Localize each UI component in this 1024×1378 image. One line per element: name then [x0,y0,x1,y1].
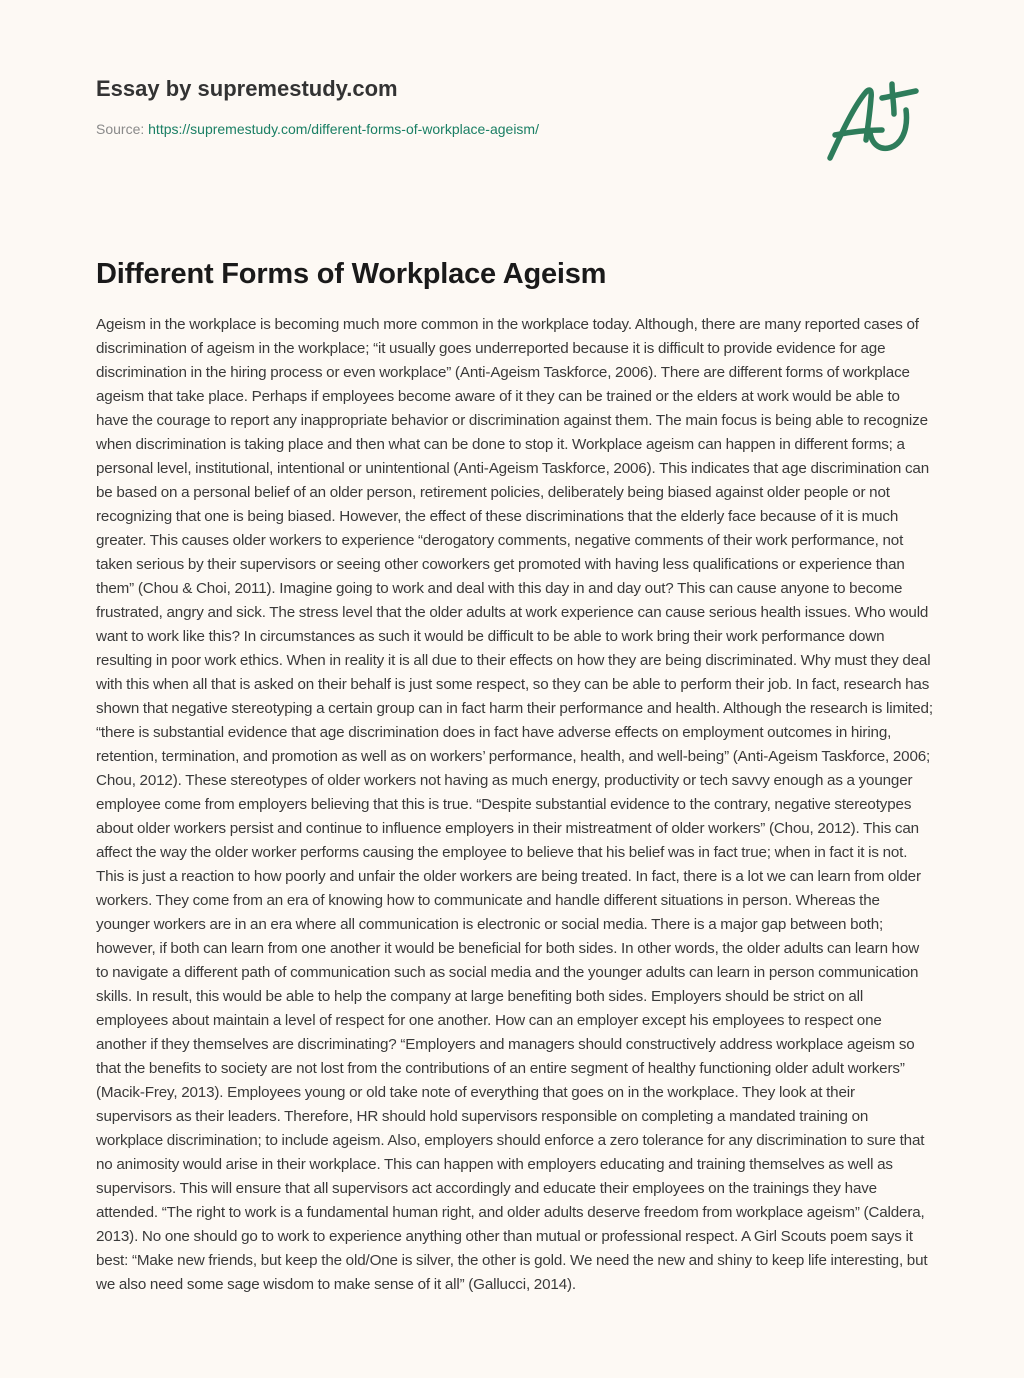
a-plus-grade-icon [820,60,940,170]
source-link[interactable]: https://supremestudy.com/different-forms-of-workplace-ageism/ [148,121,539,137]
source-line [96,120,796,138]
essay-title: Different Forms of Workplace Ageism [96,258,607,290]
page-header [96,74,796,138]
site-title: Essay by supremestudy.com [96,76,398,101]
essay-body: Ageism in the workplace is becoming much more common in the workplace today. Although, there are many reported cases of discrimination of ageism in the workplace; “it usually goes underreported because it is difficult to provide evidence for age discrimination in the hiring process or even workplace” (Anti-Ageism Taskforce, 2006). There are different forms of workplace ageism that take place. Perhaps if employees become aware of it they can be trained or the elders at work would be able to have the courage to report any inappropriate behavior or discrimination against them. The main focus is being able to recognize when discrimination is taking place and then what can be done to stop it. Workplace ageism can happen in different forms; a personal level, institutional, intentional or unintentional (Anti-Ageism Taskforce, 2006). This indicates that age discrimination can be based on a personal belief of an older person, retirement policies, deliberately being biased against older people or not recognizing that one is being biased. However, the effect of these discriminations that the elderly face because of it is much greater. This causes older workers to experience “derogatory comments, negative comments of their work performance, not taken serious by their supervisors or seeing other coworkers get promoted with having less qualifications or experience than them” (Chou & Choi, 2011). Imagine going to work and deal with this day in and day out? This can cause anyone to become frustrated, angry and sick. The stress level that the older adults at work experience can cause serious health issues. Who would want to work like this? In circumstances as such it would be difficult to be able to work bring their work performance down resulting in poor work ethics. When in reality it is all due to their effects on how they are being discriminated. Why must they deal with this when all that is asked on their behalf is just some respect, so they can be able to perform their job. In fact, research has shown that negative stereotyping a certain group can in fact harm their performance and health. Although the research is limited; “there is substantial evidence that age discrimination does in fact have adverse effects on employment outcomes in hiring, retention, termination, and promotion as well as on workers’ performance, health, and well-being” (Anti-Ageism Taskforce, 2006; Chou, 2012). These stereotypes of older workers not having as much energy, productivity or tech savvy enough as a younger employee come from employers believing that this is true. “Despite substantial evidence to the contrary, negative stereotypes about older workers persist and continue to influence employers in their mistreatment of older workers” (Chou, 2012). This can affect the way the older worker performs causing the employee to believe that his belief was in fact true; when in fact it is not. This is just a reaction to how poorly and unfair the older workers are being treated. In fact, there is a lot we can learn from older workers. They come from an era of knowing how to communicate and handle different situations in person. Whereas the younger workers are in an era where all communication is electronic or social media. There is a major gap between both; however, if both can learn from one another it would be beneficial for both sides. In other words, the older adults can learn how to navigate a different path of communication such as social media and the younger adults can learn in person communication skills. In result, this would be able to help the company at large benefiting both sides. Employers should be strict on all employees about maintain a level of respect for one another. How can an employer except his employees to respect one another if they themselves are discriminating? “Employers and managers should constructively address workplace ageism so that the benefits to society are not lost from the contributions of an entire segment of healthy functioning older adult workers” (Macik-Frey, 2013). Employees young or old take note of everything that goes on in the workplace. They look at their supervisors as their leaders. Therefore, HR should hold supervisors responsible on completing a mandated training on workplace discrimination; to include ageism. Also, employers should enforce a zero tolerance for any discrimination to sure that no animosity would arise in their workplace. This can happen with employers educating and training themselves as well as supervisors. This will ensure that all supervisors act accordingly and educate their employees on the trainings they have attended. “The right to work is a fundamental human right, and older adults deserve freedom from workplace ageism” (Caldera, 2013). No one should go to work to experience anything other than mutual or professional respect. A Girl Scouts poem says it best: “Make new friends, but keep the old/One is silver, the other is gold. We need the new and shiny to keep life interesting, but we also need some sage wisdom to make sense of it all” (Gallucci, 2014). [96,316,933,1293]
source-label: Source: [96,121,149,137]
